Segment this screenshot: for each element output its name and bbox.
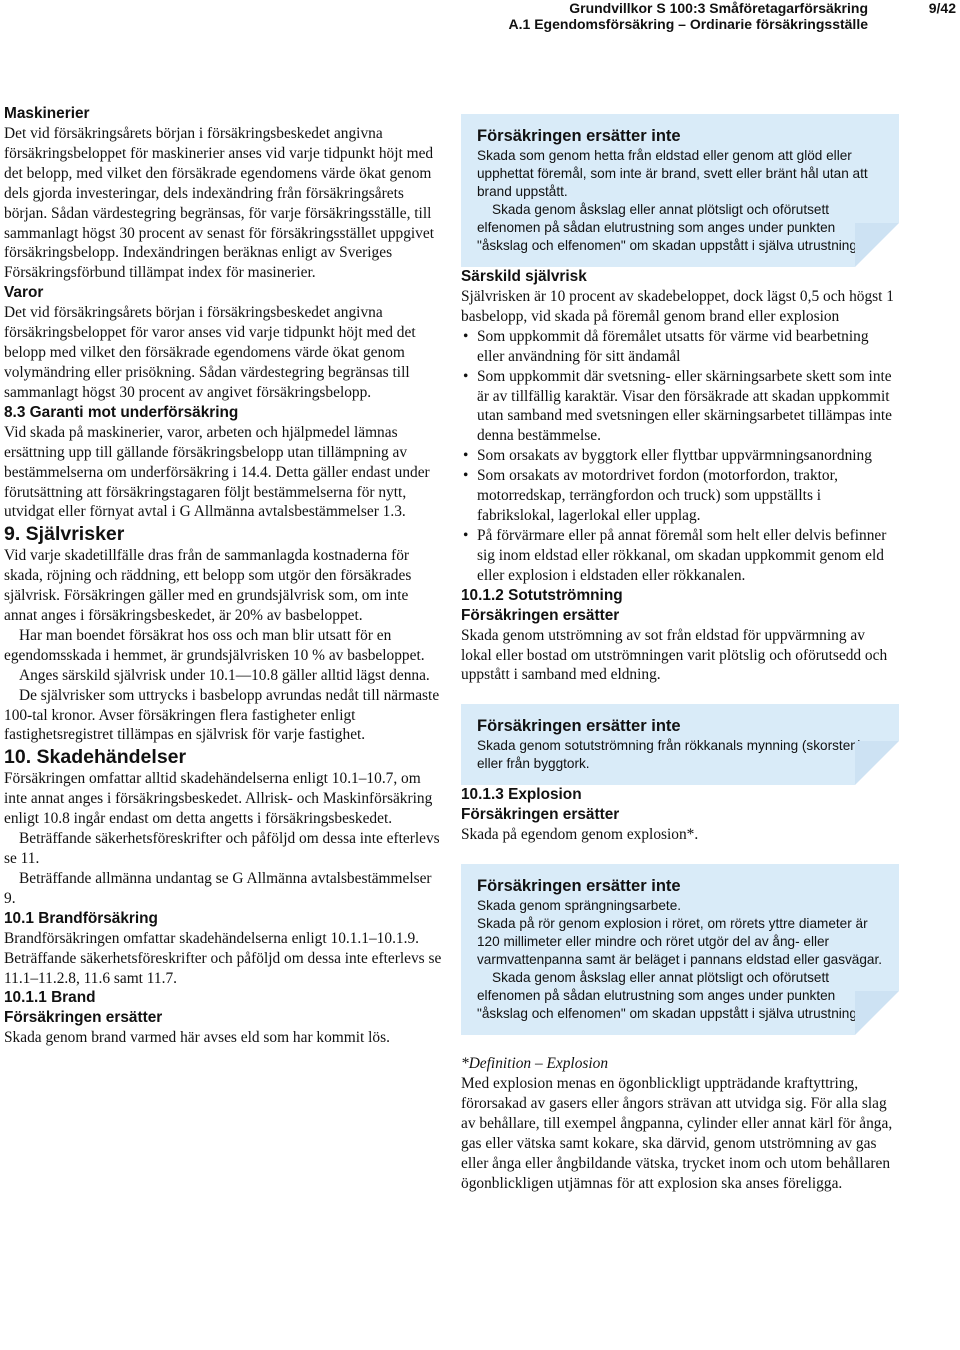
brand1-heading: 10.1.1 Brand xyxy=(4,989,96,1007)
exclusion-box-1-p1: Skada som genom hetta från eldstad eller genom att glöd eller upphettat föremål, som inte är brand, svett eller bränt hål utan att brand uppstått. xyxy=(477,148,868,199)
exclusion-box-3-title: Försäkringen ersätter inte xyxy=(477,877,681,896)
definition-text: Med explosion menas en ögonblickligt uppträdande kraftyttring, förorsakad av gasers eller ångors strävan att utvidga sig. För alla slag av behållare, till exempel ångpanna, cylinder eller annat kärl för ånga, gas eller vätska samt kokare, ska därvid, genom utströmning av gas eller ånga eller ångbildande vätska, trycket inom och utom behållaren ögonblickligen utjämnas för att explosion ska anses föreligga. xyxy=(461,1075,893,1192)
exclusion-box-3-p1: Skada genom sprängningsarbete. xyxy=(477,898,682,914)
brand1-text: Skada genom brand varmed här avses eld som har kommit lös. xyxy=(4,1029,390,1047)
sjalvrisker-p2: Har man boendet försäkrat hos oss och man blir utsatt för en egendomsskada i hemmet, är grundsjälvrisken 10 % av basbeloppet. xyxy=(4,626,425,664)
right-column xyxy=(461,114,899,1194)
brand1-subheading: Försäkringen ersätter xyxy=(4,1009,163,1027)
exclusion-box-3-p2: Skada på rör genom explosion i röret, om rörets yttre diameter är 120 millimeter eller mindre och röret utgör del av ång- eller varmvattenpanna samt är beläget i pannans eldstad eller gasvägar. xyxy=(477,916,883,968)
sarskild-list xyxy=(461,327,899,586)
sotut-subheading: Försäkringen ersätter xyxy=(461,606,620,624)
explosion-subheading: Försäkringen ersätter xyxy=(461,806,620,824)
explosion-heading: 10.1.3 Explosion xyxy=(461,786,582,804)
garanti-text: Vid skada på maskinerier, varor, arbeten och hjälpmedel lämnas ersättning upp till gällande försäkringsbelopp utan tillämpning av bestämmelserna om underförsäkring i 14.4. Detta gäller endast under förutsättning att försäkringstagaren följt bestämmelserna för nytt, utvidgat eller förnyat avtal i G Allmänna avtalsbestämmelser 1.3. xyxy=(4,423,430,521)
skadehandelser-p2: Beträffande säkerhetsföreskrifter och påföljd om dessa inte efterlevs se 11. xyxy=(4,830,440,867)
definition-heading: *Definition – Explosion xyxy=(461,1055,609,1073)
exclusion-box-2-title: Försäkringen ersätter inte xyxy=(477,717,681,736)
explosion-text: Skada på egendom genom explosion*. xyxy=(461,826,699,844)
skadehandelser-heading: 10. Skadehändelser xyxy=(4,746,187,769)
sjalvrisker-p3: Anges särskild självrisk under 10.1—10.8 gäller alltid lägst denna. xyxy=(19,666,430,684)
exclusion-box-1-p2: Skada genom åskslag eller annat plötsligt och oförutsett elfenomen på sådan elutrustning som anges under punkten "åskslag och elfenomen" om skadan uppstått i själva utrustningen. xyxy=(477,202,876,253)
sotut-text: Skada genom utströmning av sot från eldstad för uppvärmning av lokal eller bostad om utströmningen varit plötslig och oförutsedd och uppstått i samband med eldning. xyxy=(461,626,888,684)
page-fold-corner xyxy=(855,991,899,1035)
brand-text: Brandförsäkringen omfattar skadehändelserna enligt 10.1.1–10.1.9. Beträffande säkerhetsföreskrifter och påföljd om dessa inte efterlevs se 11.1–11.2.8, 11.6 samt 11.7. xyxy=(4,929,442,987)
page-fold-corner xyxy=(855,741,899,785)
maskinerier-heading: Maskinerier xyxy=(4,105,90,122)
list-item: • Som uppkommit där svetsning- eller skärningsarbete skett som inte är av tillfällig karaktär. Visar den försäkrade att skadan uppkommit utan samband med svetsningen eller skärningsarbetet tillämpas inte denna bestämmelse. xyxy=(461,367,899,447)
exclusion-box-1 xyxy=(461,114,899,267)
maskinerier-text: Det vid försäkringsårets början i försäkringsbeskedet angivna försäkringsbeloppet för maskinerier anses vid varje tidpunkt höjt med det belopp, med vilket den försäkrade egendomens värde ökat genom dels gjorda investeringar, dels indexändring från försäkringsårets början. Sådan värdestegring begränsas, för varje försäkringsställe, till sammanlagt högst 30 procent av senast för försäkringsstället uppgivet försäkringsbelopp. Indexändringen beräknas enligt av Sveriges Försäkringsförbund tillämpat index för masinerier. xyxy=(4,125,434,282)
exclusion-box-3 xyxy=(461,864,899,1035)
page-number: 9/42 xyxy=(928,0,956,16)
exclusion-box-3-p3: Skada genom åskslag eller annat plötsligt och oförutsett elfenomen på sådan elutrustning som anges under punkten "åskslag och elfenomen" om skadan uppstått i själva utrustningen. xyxy=(477,970,876,1022)
varor-text: Det vid försäkringsårets början i försäkringsbeskedet angivna försäkringsbeloppet för varor anses vid varje tidpunkt höjt med det belopp med vilket den försäkrade egendomens värde ökat genom volymändring eller prisökning. Sådan värdestegring begränsas till sammanlagt högst 30 procent av angivet försäkringsbelopp. xyxy=(4,304,416,401)
sarskild-heading: Särskild självrisk xyxy=(461,268,587,285)
page-fold-corner xyxy=(855,223,899,267)
list-item: • Som orsakats av motordrivet fordon (motorfordon, traktor, motorredskap, terrängfordon och truck) som uppställts i fabrikslokal, lagerlokal eller upplag. xyxy=(461,466,899,526)
exclusion-box-2-p1: Skada genom sotutströmning från rökkanals mynning (skorsten) eller från byggtork. xyxy=(477,738,863,772)
sarskild-intro: Självrisken är 10 procent av skadebeloppet, dock lägst 0,5 och högst 1 basbelopp, vid skada på föremål genom brand eller explosion xyxy=(461,288,894,325)
skadehandelser-p3: Beträffande allmänna undantag se G Allmänna avtalsbestämmelser 9. xyxy=(4,869,432,907)
sjalvrisker-p4: De självrisker som uttrycks i basbelopp avrundas nedåt till närmaste 100-tal kronor. Avser försäkringen flera fastigheter enligt fastighetsregistret tillämpas en självrisk för varje fastighet. xyxy=(4,686,440,744)
brand-heading: 10.1 Brandförsäkring xyxy=(4,909,158,927)
garanti-heading: 8.3 Garanti mot underförsäkring xyxy=(4,403,239,421)
list-item: • Som uppkommit då föremålet utsatts för värme vid bearbetning eller användning för sitt ändamål xyxy=(461,327,899,367)
exclusion-box-1-title: Försäkringen ersätter inte xyxy=(477,127,681,145)
sjalvrisker-heading: 9. Självrisker xyxy=(4,523,125,546)
list-item: • Som orsakats av byggtork eller flyttbar uppvärmningsanordning xyxy=(461,446,899,466)
header-title: Grundvillkor S 100:3 Småföretagarförsäkring xyxy=(569,0,868,16)
varor-heading: Varor xyxy=(4,284,44,302)
page-header xyxy=(0,0,960,40)
skadehandelser-p1: Försäkringen omfattar alltid skadehändelserna enligt 10.1–10.7, om inte annat anges i försäkringsbeskedet. Allrisk- och Maskinförsäkring enligt 10.8 ingår endast om detta angetts i försäkringsbeskedet. xyxy=(4,770,433,828)
header-subtitle: A.1 Egendomsförsäkring – Ordinarie försäkringsställe xyxy=(508,16,868,32)
sjalvrisker-p1: Vid varje skadetillfälle dras från de sammanlagda kostnaderna för skada, röjning och räddning, ett belopp som utgör den försäkrades självrisk. Försäkringen gäller med en grundsjälvrisk som, om inte annat anges i försäkringsbeskedet, är 20% av basbeloppet. xyxy=(4,547,412,625)
left-column xyxy=(4,104,444,1048)
list-item: • På förvärmare eller på annat föremål som helt eller delvis befinner sig inom eldstad eller rökkanal, om skadan uppkommit genom eld eller explosion i eldstaden eller rökkanalen. xyxy=(461,526,899,586)
sotut-heading: 10.1.2 Sotutströmning xyxy=(461,586,623,604)
exclusion-box-2 xyxy=(461,704,899,785)
